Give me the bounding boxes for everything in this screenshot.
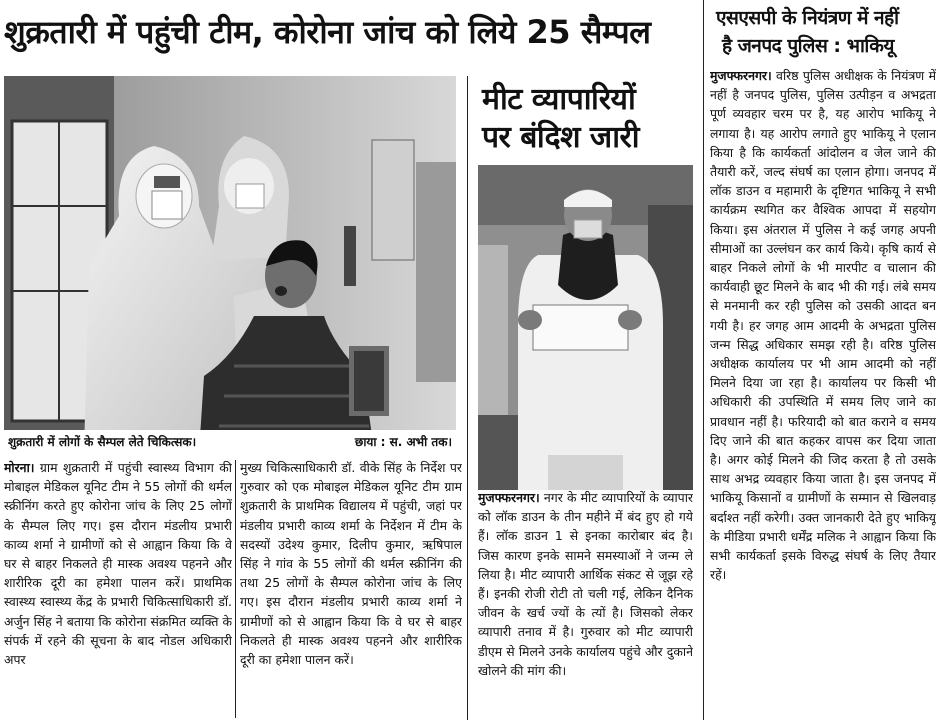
story1-photo-caption <box>4 430 456 452</box>
story1-column2: मुख्य चिकित्साधिकारी डॉ. वीके सिंह के निर्देश पर गुरुवार को एक मोबाइल मेडिकल यूनिट टीम ग्राम शुक्रतारी के प्राथमिक विद्यालय में पहुंची, जहां पर मंडलीय प्रभारी काव्य शर्मा के निर्देशन में टीम के सदस्यों उदेश्य कुमार, दिलीप कुमार, ऋषिपाल सिंह ने गांव के 55 लोगों की थर्मल स्क्रीनिंग की तथा 25 लोगों के सैम्पल कोरोना जांच के लिए गए। इस दौरान मंडलीय प्रभारी काव्य शर्मा ने ग्रामीणों को से आह्वान किया कि वे घर से बाहर निकलते ही मास्क अवश्य पहनने और शारीरिक दूरी का हमेशा पालन करें। <box>240 460 462 668</box>
medical-team-photo-image <box>4 76 456 452</box>
story3-body: मुजफ्फरनगर। वरिष्ठ पुलिस अधीक्षक के नियंत्रण में नहीं है जनपद पुलिस, पुलिस उत्पीड़न व अभद्रता पूर्ण व्यवहार चरम पर है, यह आरोप भाकियू ने लगाया है। यह आरोप लगाते हुए भाकियू ने एलान किया है कि कार्यकर्ता आंदोलन व जेल जाने की तैयारी करें, जल्द संघर्ष का एलान होगा। जनपद में लॉक डाउन व महामारी के दृष्टिगत भाकियू ने सभी कार्यक्रम स्थगित कर वैश्विक आपदा में सहयोग किया। इस अंतराल में पुलिस ने कई जगह अपनी सीमाओं का उल्लंघन कर कार्य किये। कृषि कार्य से बाहर निकले लोगों के भी मारपीट व चालान की कार्यवाही छूट मिलने के बाद भी की गई। लंबे समय से मनमानी कर रही पुलिस को उसकी आदत बन गयी है। हर जगह आम आदमी के अभद्रता पुलिस जन्म सिद्ध अधिकार समझ रही है। वरिष्ठ पुलिस अधीक्षक कार्यालय पर भी आम आदमी को नहीं मिलने दिया जा रहा है। कार्यालय पर किसी भी अधिकारी की उपस्थिति में समय लिए जाने का प्रावधान नहीं है। फरियादी को बात कराने व समय दिए जाने की बात कहकर वापस कर दिया जाता है। अगर कोई मिलने की जिद करता है तो उसके साथ अभद्र व्यवहार किया जाता है। इस जनपद में भाकियू किसानों व ग्रामीणों के सम्मान से खिलवाड़ बर्दाश्त नहीं करेगी। उक्त जानकारी देते हुए भाकियू के मीडिया प्रभारी धर्मेंद्र मलिक ने आह्वान किया कि सभी कार्यकर्ता इसके विरुद्ध संघर्ष के लिए तैयार रहें। <box>710 68 936 583</box>
story1-photo <box>4 76 456 452</box>
column-divider <box>467 76 468 720</box>
story1-headline: शुक्रतारी में पहुंची टीम, कोरोना जांच को लिये 25 सैम्पल <box>4 13 651 51</box>
story2-body: मुजफ्फरनगर। नगर के मीट व्यापारियों के व्यापार को लॉक डाउन के तीन महीने में बंद हुए हो गये हैं। लॉक डाउन 1 से इनका कारोबार बंद है। जिस कारण इनके सामने समस्याओं ने जन्म ले लिया है। मीट व्यापारी आर्थिक संकट से जूझ रहे हैं। इनकी रोजी रोटी तो चली गई, लेकिन दैनिक जीवन के खर्च ज्यों के त्यों है। जिसको लेकर व्यापारी तनाव में है। गुरुवार को मीट व्यापारी डीएम से मिलने उनके कार्यालय पहुंचे और दुकाने खोलने की मांग की। <box>478 490 693 678</box>
story1-column1: मोरना। ग्राम शुक्रतारी में पहुंची स्वास्थ्य विभाग की मोबाइल मेडिकल यूनिट टीम ने 55 लोगों की थर्मल स्क्रीनिंग करते हुए कोरोना जांच के लिए 25 लोगों के सैम्पल लिए गए। इस दौरान मंडलीय प्रभारी काव्य शर्मा ने ग्रामीणों को से आह्वान किया कि वे घर से बाहर निकलते ही मास्क अवश्य पहनने और शारीरिक दूरी का हमेशा पालन करें। प्राथमिक स्वास्थ्य स्वास्थ्य केंद्र के प्रभारी चिकित्साधिकारी डॉ. अर्जुन सिंह ने बताया कि कोरोना संक्रमित व्यक्ति के संपर्क में रहने की सूचना के बाद नोडल अधिकारी अपर <box>4 460 232 668</box>
column-divider <box>235 460 236 718</box>
story3-headline-line1: एसएसपी के नियंत्रण में नहीं <box>716 7 899 29</box>
story2-headline-line1: मीट व्यापारियों <box>482 82 636 117</box>
meat-trader-photo-image <box>478 165 693 490</box>
story3-dateline: मुजफ्फरनगर। <box>710 68 772 83</box>
story3-headline-line2: है जनपद पुलिस : भाकियू <box>722 35 894 57</box>
photo-credit: छाया : स. अभी तक। <box>354 434 452 449</box>
story2-headline-line2: पर बंदिश जारी <box>482 120 639 155</box>
story2-photo <box>478 165 693 490</box>
story1-dateline: मोरना। <box>4 460 35 475</box>
column-divider <box>703 0 704 720</box>
story2-dateline: मुजफ्फरनगर। <box>478 490 540 505</box>
caption-text: शुक्रतारी में लोगों के सैम्पल लेते चिकित्सक। <box>8 434 197 449</box>
